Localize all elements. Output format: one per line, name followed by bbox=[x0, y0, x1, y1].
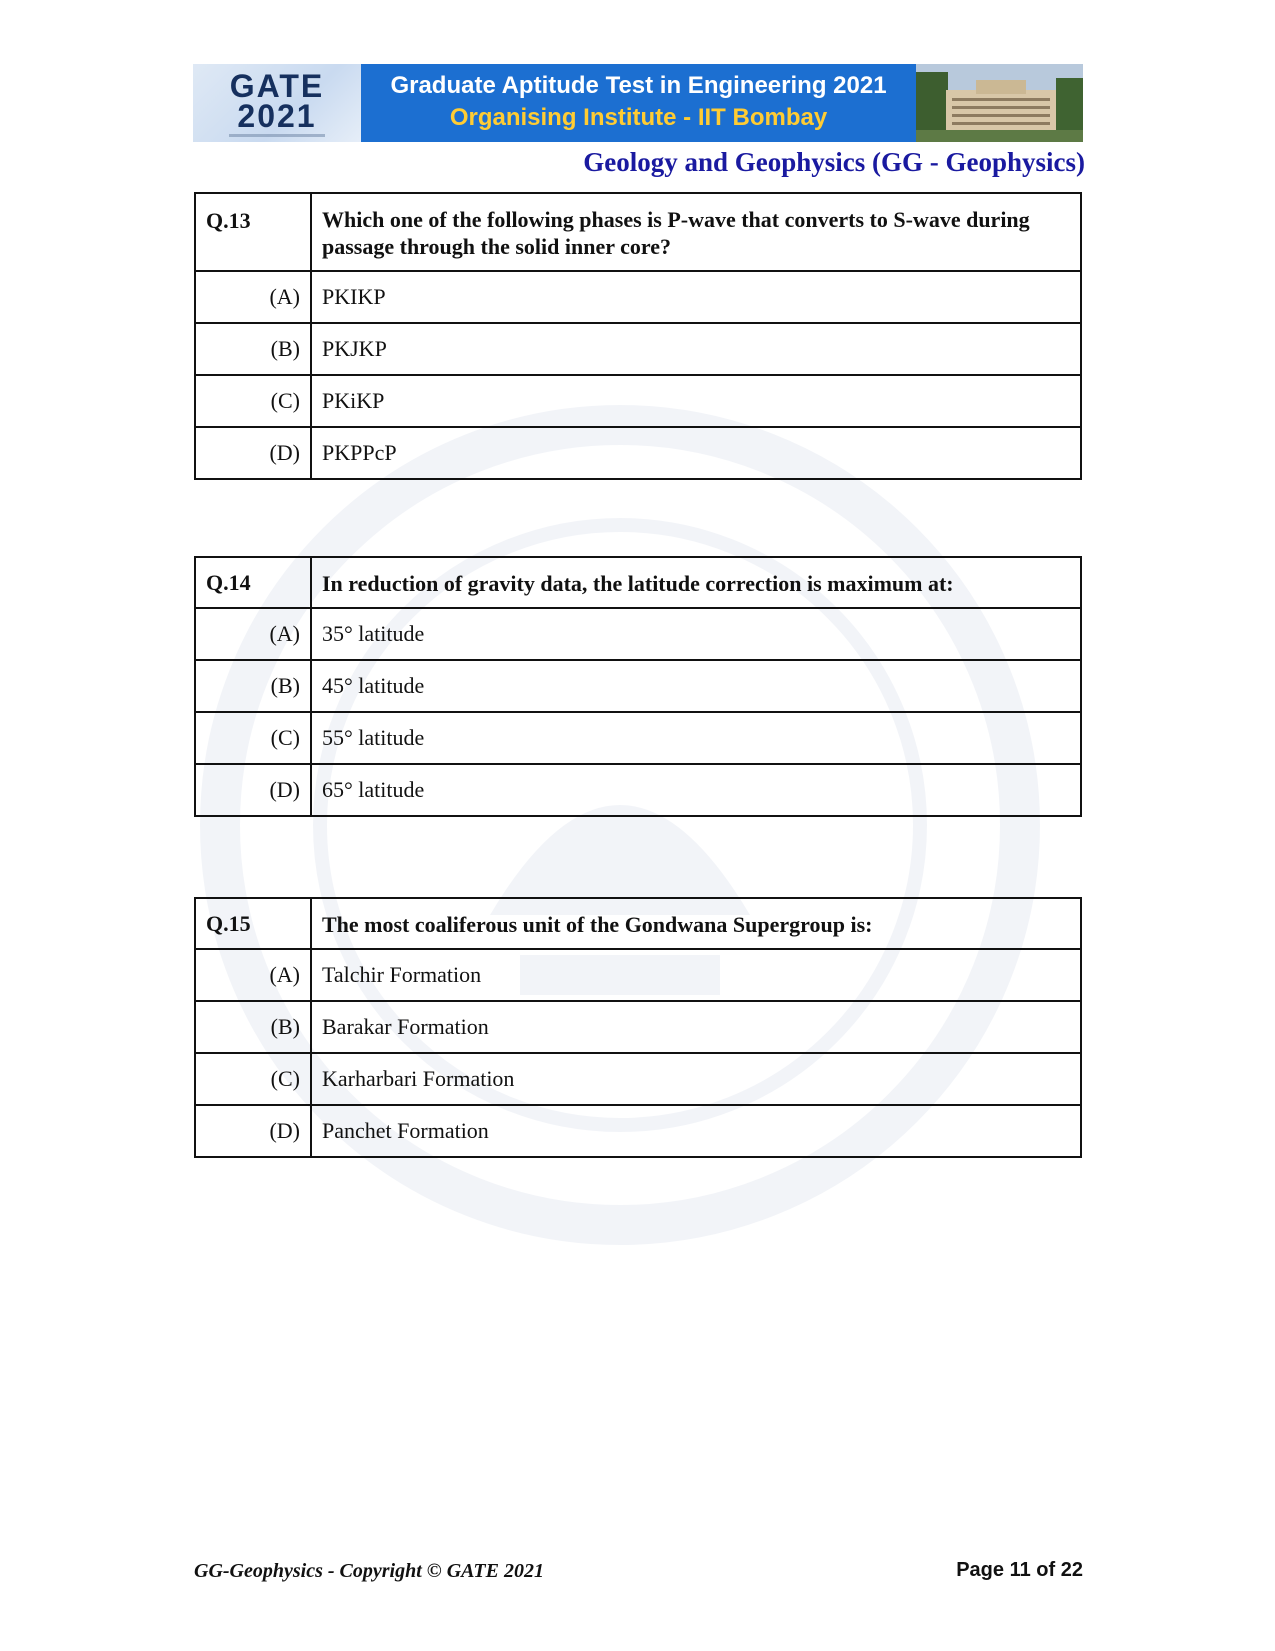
question-table-15 bbox=[194, 897, 1082, 1158]
question-table-13 bbox=[194, 192, 1082, 480]
option-text: 65° latitude bbox=[311, 764, 1081, 816]
option-label: (D) bbox=[195, 427, 311, 479]
option-label: (B) bbox=[195, 323, 311, 375]
option-text: Talchir Formation bbox=[311, 949, 1081, 1001]
option-label: (C) bbox=[195, 1053, 311, 1105]
page-number bbox=[956, 1559, 1083, 1582]
option-label: (D) bbox=[195, 1105, 311, 1157]
option-text: 55° latitude bbox=[311, 712, 1081, 764]
option-row bbox=[195, 1105, 1081, 1157]
option-label: (A) bbox=[195, 608, 311, 660]
option-row bbox=[195, 608, 1081, 660]
question-number: Q.15 bbox=[195, 898, 311, 949]
header-banner bbox=[193, 64, 1083, 142]
option-row bbox=[195, 764, 1081, 816]
banner-subtitle: Organising Institute - IIT Bombay bbox=[449, 104, 828, 131]
page-total: 22 bbox=[1060, 1559, 1083, 1581]
subject-title: Geology and Geophysics (GG - Geophysics) bbox=[583, 147, 1085, 177]
question-text: In reduction of gravity data, the latitude correction is maximum at: bbox=[311, 557, 1081, 608]
logo-line-2: 2021 bbox=[237, 98, 317, 134]
option-text: 35° latitude bbox=[311, 608, 1081, 660]
option-row bbox=[195, 949, 1081, 1001]
option-label: (B) bbox=[195, 660, 311, 712]
option-row bbox=[195, 712, 1081, 764]
option-text: PKPPcP bbox=[311, 427, 1081, 479]
option-row bbox=[195, 427, 1081, 479]
option-text: PKIKP bbox=[311, 271, 1081, 323]
option-text: PKiKP bbox=[311, 375, 1081, 427]
option-label: (C) bbox=[195, 375, 311, 427]
logo-line-1: GATE bbox=[229, 68, 325, 104]
option-row bbox=[195, 660, 1081, 712]
option-label: (A) bbox=[195, 271, 311, 323]
page-prefix: Page bbox=[956, 1559, 1005, 1581]
banner-title: Graduate Aptitude Test in Engineering 2021 bbox=[390, 72, 887, 99]
page-of: of bbox=[1036, 1559, 1056, 1581]
option-label: (B) bbox=[195, 1001, 311, 1053]
institute-building-photo bbox=[916, 64, 1083, 142]
gate-logo bbox=[193, 64, 361, 142]
option-label: (C) bbox=[195, 712, 311, 764]
option-text: 45° latitude bbox=[311, 660, 1081, 712]
option-text: PKJKP bbox=[311, 323, 1081, 375]
option-text: Panchet Formation bbox=[311, 1105, 1081, 1157]
option-row bbox=[195, 323, 1081, 375]
option-row bbox=[195, 1053, 1081, 1105]
banner-title-block bbox=[361, 64, 916, 142]
option-text: Karharbari Formation bbox=[311, 1053, 1081, 1105]
question-text: The most coaliferous unit of the Gondwana Supergroup is: bbox=[311, 898, 1081, 949]
option-label: (A) bbox=[195, 949, 311, 1001]
option-label: (D) bbox=[195, 764, 311, 816]
option-row bbox=[195, 375, 1081, 427]
footer-copyright: GG-Geophysics - Copyright © GATE 2021 bbox=[194, 1560, 544, 1582]
option-row bbox=[195, 271, 1081, 323]
question-table-14 bbox=[194, 556, 1082, 817]
option-row bbox=[195, 1001, 1081, 1053]
page-current: 11 bbox=[1009, 1559, 1031, 1581]
question-number: Q.13 bbox=[195, 193, 311, 271]
question-text: Which one of the following phases is P-wave that converts to S-wave during passage through the solid inner core? bbox=[311, 193, 1081, 271]
question-number: Q.14 bbox=[195, 557, 311, 608]
option-text: Barakar Formation bbox=[311, 1001, 1081, 1053]
